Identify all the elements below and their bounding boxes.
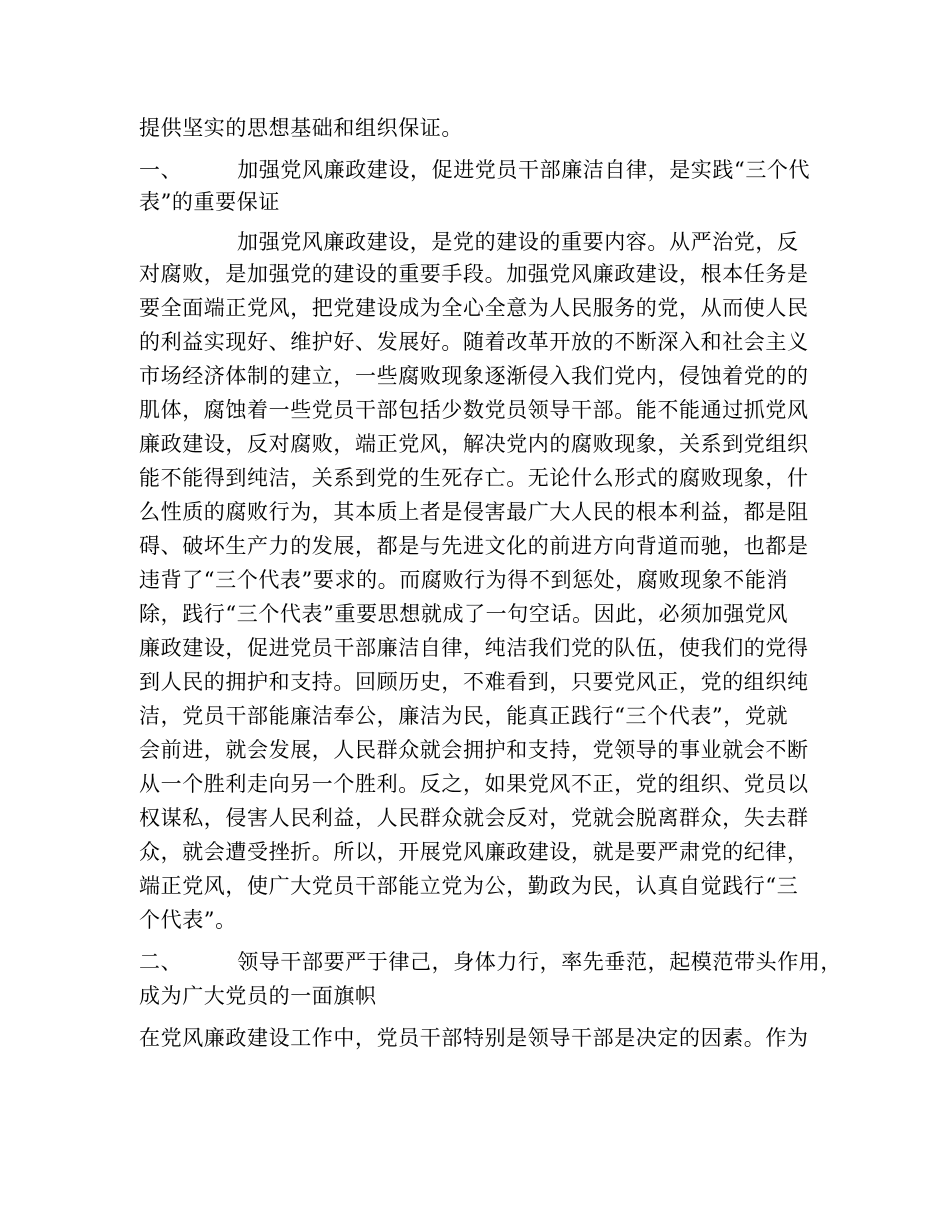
section-number: 一、 bbox=[139, 158, 183, 182]
section-heading-1 bbox=[139, 156, 810, 184]
text-line: 除，践行“三个代表”重要思想就成了一句空话。因此，必须加强党风 bbox=[139, 602, 789, 626]
section-heading-2 bbox=[139, 948, 842, 976]
text-line: 到人民的拥护和支持。回顾历史，不难看到，只要党风正，党的组织纯 bbox=[139, 670, 809, 694]
paragraph-first-line: 加强党风廉政建设，是党的建设的重要内容。从严治党，反 bbox=[237, 230, 799, 254]
text-line: 端正党风，使广大党员干部能立党为公，勤政为民，认真自觉践行“三 bbox=[139, 874, 799, 898]
text-line: 会前进，就会发展，人民群众就会拥护和支持，党领导的事业就会不断 bbox=[139, 738, 809, 762]
text-line: 廉政建设，反对腐败，端正党风，解决党内的腐败现象，关系到党组织 bbox=[139, 432, 809, 456]
text-line: 廉政建设，促进党员干部廉洁自律，纯洁我们党的队伍，使我们的党得 bbox=[139, 636, 809, 660]
text-line: 要全面端正党风，把党建设成为全心全意为人民服务的党，从而使人民 bbox=[139, 296, 809, 320]
text-line: 肌体，腐蚀着一些党员干部包括少数党员领导干部。能不能通过抓党风 bbox=[139, 398, 809, 422]
section-title-continued: 表”的重要保证 bbox=[139, 190, 280, 214]
section-number: 二、 bbox=[139, 950, 183, 974]
section-title-continued: 成为广大党员的一面旗帜 bbox=[139, 984, 377, 1008]
text-line: 么性质的腐败行为，其本质上者是侵害最广大人民的根本利益，都是阻 bbox=[139, 500, 809, 524]
text-line: 对腐败，是加强党的建设的重要手段。加强党风廉政建设，根本任务是 bbox=[139, 262, 809, 286]
text-line: 从一个胜利走向另一个胜利。反之，如果党风不正，党的组织、党员以 bbox=[139, 772, 809, 796]
text-line: 众，就会遭受挫折。所以，开展党风廉政建设，就是要严肃党的纪律， bbox=[139, 840, 809, 864]
text-line: 提供坚实的思想基础和组织保证。 bbox=[139, 116, 463, 140]
text-line: 的利益实现好、维护好、发展好。随着改革开放的不断深入和社会主义 bbox=[139, 330, 809, 354]
text-line: 在党风廉政建设工作中，党员干部特别是领导干部是决定的因素。作为 bbox=[139, 1026, 809, 1050]
text-line: 个代表”。 bbox=[139, 908, 237, 932]
text-line: 能不能得到纯洁，关系到党的生死存亡。无论什么形式的腐败现象，什 bbox=[139, 466, 809, 490]
text-line: 碍、破坏生产力的发展，都是与先进文化的前进方向背道而驰，也都是 bbox=[139, 534, 809, 558]
text-line: 洁，党员干部能廉洁奉公，廉洁为民，能真正践行“三个代表”，党就 bbox=[139, 704, 789, 728]
text-line: 违背了“三个代表”要求的。而腐败行为得不到惩处，腐败现象不能消 bbox=[139, 568, 789, 592]
text-line: 市场经济体制的建立，一些腐败现象逐渐侵入我们党内，侵蚀着党的的 bbox=[139, 364, 809, 388]
section-title: 领导干部要严于律己，身体力行，率先垂范，起模范带头作用， bbox=[237, 950, 843, 974]
section-title: 加强党风廉政建设，促进党员干部廉洁自律，是实践“三个代 bbox=[237, 158, 811, 182]
text-line: 权谋私，侵害人民利益，人民群众就会反对，党就会脱离群众，失去群 bbox=[139, 806, 809, 830]
